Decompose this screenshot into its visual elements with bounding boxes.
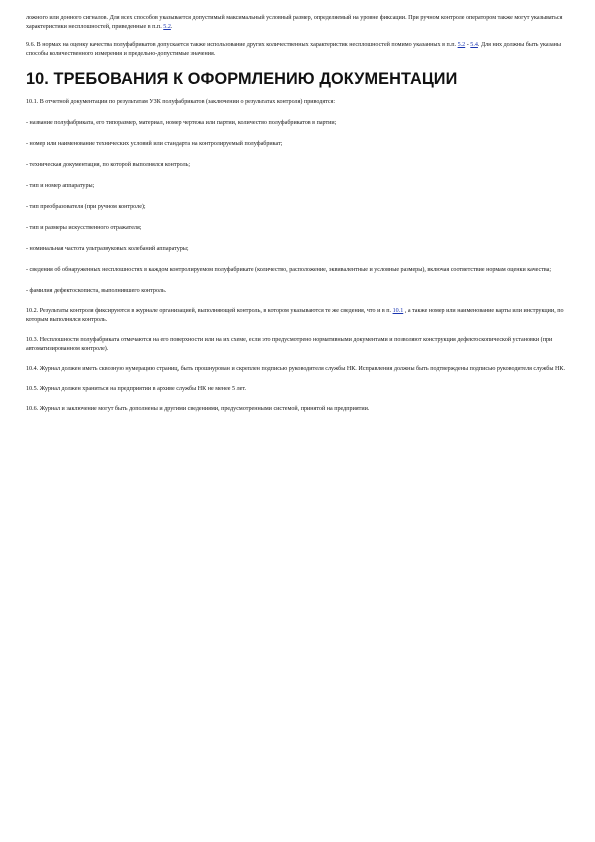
list-item: - фамилия дефектоскописта, выполнившего контроль. bbox=[26, 288, 167, 294]
document-page bbox=[26, 14, 571, 414]
list-item: - название полуфабриката, его типоразмер, материал, номер чертежа или партии, количество полуфабрикатов в партии; bbox=[26, 120, 337, 126]
paragraph-10-2: 10.2. Результаты контроля фиксируются в журнале организацией, выполняющей контроль, в котором указываются те же сведения, что и в п. 10.1 , а также номер или наименование карты или инструкции, по которым выполнялся контроль. bbox=[26, 308, 564, 323]
list-item: - тип и номер аппаратуры; bbox=[26, 183, 95, 189]
link-5-2[interactable]: 5.2 bbox=[457, 42, 466, 48]
list-item: - номинальная частота ультразвуковых колебаний аппаратуры; bbox=[26, 246, 189, 252]
link-5-2[interactable]: 5.2 bbox=[163, 24, 171, 30]
list-item: - тип преобразователя (при ручном контроле); bbox=[26, 204, 146, 210]
paragraph-10-6: 10.6. Журнал и заключение могут быть дополнены и другими сведениями, предусмотренными системой, принятой на предприятии. bbox=[26, 406, 370, 412]
link-5-4[interactable]: 5.4 bbox=[470, 42, 478, 48]
link-10-1[interactable]: 10.1 bbox=[392, 308, 404, 314]
list-item: - тип и размеры искусственного отражателя; bbox=[26, 225, 142, 231]
paragraph-10-3: 10.3. Несплошности полуфабриката отмечаются на его поверхности или на их схеме, если это предусмотрено нормативными документами и позволяют конструкция дефектоскопической установки (при автоматизированном контроле). bbox=[26, 337, 553, 352]
list-item: - техническая документация, по которой выполнялся контроль; bbox=[26, 162, 191, 168]
paragraph-10-4: 10.4. Журнал должен иметь сквозную нумерацию страниц, быть прошнурован и скреплен подписью руководителя службы НК. Исправления должны быть подтверждены подписью руководителя службы НК. bbox=[26, 366, 565, 372]
paragraph-10-5: 10.5. Журнал должен храниться на предприятии в архиве службы НК не менее 5 лет. bbox=[26, 386, 247, 392]
paragraph-10-1: 10.1. В отчетной документации по результатам УЗК полуфабрикатов (заключении о результатах контроля) приводятся: bbox=[26, 99, 336, 105]
paragraph-9-5-continuation: ложного или донного сигналов. Для всех способов указывается допустимый максимальный условный размер, определяемый на уровне фиксации. При ручном контроле оператором также могут указываться характеристики несплошностей, приведенные в п.п. 5.2. bbox=[26, 15, 563, 30]
list-item: - номер или наименование технических условий или стандарта на контролируемый полуфабрикат; bbox=[26, 141, 283, 147]
section-heading: 10. ТРЕБОВАНИЯ К ОФОРМЛЕНИЮ ДОКУМЕНТАЦИИ bbox=[26, 70, 458, 88]
list-item: - сведения об обнаруженных несплошностях в каждом контролируемом полуфабрикате (количество, расположение, эквивалентные и условные размеры), включая соответствие нормам оценки качества; bbox=[26, 267, 552, 273]
paragraph-9-6: 9.6. В нормах на оценку качества полуфабрикатов допускается также использование других количественных характеристик несплошностей помимо указанных в п.п. 5.2 - 5.4. Для них должны быть указаны способы количественного измерения и предельно-допустимые значения. bbox=[26, 42, 562, 57]
